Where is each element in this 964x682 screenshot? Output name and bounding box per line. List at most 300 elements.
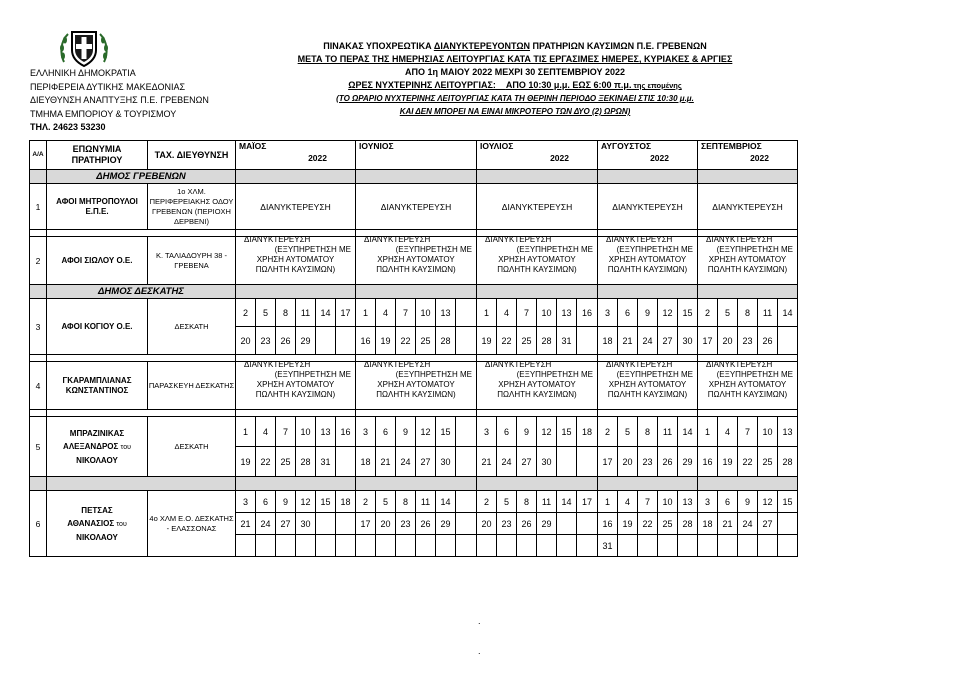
- day-cell: 11: [658, 417, 678, 447]
- day-cell: 30: [537, 447, 557, 477]
- overnight-cell: ΔΙΑΝΥΚΤΕΡΕΥΣΗ: [598, 184, 698, 230]
- auto-line: ΔΙΑΝΥΚΤΕΡΕΥΣΗ: [244, 361, 311, 369]
- footer-dot: .: [478, 616, 481, 626]
- row-number: 3: [30, 299, 47, 355]
- day-cell: [477, 535, 497, 557]
- gray-cell: [30, 477, 47, 491]
- spacer-cell: [356, 410, 477, 417]
- spacer-cell: [598, 355, 698, 362]
- day-cell: 10: [296, 417, 316, 447]
- day-cell: 26: [517, 513, 537, 535]
- day-cell: 14: [557, 491, 577, 513]
- day-cell: 16: [598, 513, 618, 535]
- station-address: ΔΕΣΚΑΤΗ: [148, 417, 236, 477]
- day-cell: 25: [517, 327, 537, 355]
- day-cell: 14: [316, 299, 336, 327]
- day-cell: 28: [778, 447, 798, 477]
- day-cell: 28: [537, 327, 557, 355]
- auto-line: ΠΩΛΗΤΗ ΚΑΥΣΙΜΩΝ): [255, 265, 336, 274]
- day-cell: 9: [276, 491, 296, 513]
- day-cell: 18: [356, 447, 376, 477]
- auto-line: ΠΩΛΗΤΗ ΚΑΥΣΙΜΩΝ): [376, 265, 456, 274]
- municipality-label: ΔΗΜΟΣ ΓΡΕΒΕΝΩΝ: [47, 170, 236, 184]
- day-cell: 9: [517, 417, 537, 447]
- day-cell: [296, 535, 316, 557]
- day-cell: 12: [416, 417, 436, 447]
- day-cell: 3: [598, 299, 618, 327]
- day-cell: 6: [256, 491, 276, 513]
- day-cell: 23: [256, 327, 276, 355]
- title-line-2: ΜΕΤΑ ΤΟ ΠΕΡΑΣ ΤΗΣ ΗΜΕΡΗΣΙΑΣ ΛΕΙΤΟΥΡΓΙΑΣ ΚΑΤΑ ΤΙΣ ΕΡΓΑΣΙΜΕΣ ΗΜΕΡΕΣ, ΚΥΡΙΑΚΕΣ & ΑΡΓΙΕΣ: [297, 54, 733, 64]
- header-month: [477, 141, 598, 170]
- spacer-row: [30, 410, 798, 417]
- gray-cell: [30, 285, 47, 299]
- day-cell: [718, 535, 738, 557]
- day-cell: 12: [537, 417, 557, 447]
- overnight-auto-cell: [598, 362, 698, 410]
- day-cell: 7: [396, 299, 416, 327]
- auto-line: ΔΙΑΝΥΚΤΕΡΕΥΣΗ: [606, 361, 673, 369]
- overnight-cell: ΔΙΑΝΥΚΤΕΡΕΥΣΗ: [477, 184, 598, 230]
- auto-line: ΠΩΛΗΤΗ ΚΑΥΣΙΜΩΝ): [607, 265, 688, 274]
- spacer-cell: [598, 410, 698, 417]
- day-cell: 22: [256, 447, 276, 477]
- day-cell: 29: [678, 447, 698, 477]
- auto-line: ΔΙΑΝΥΚΤΕΡΕΥΣΗ: [364, 361, 431, 369]
- gray-cell: [477, 285, 598, 299]
- day-cell: [778, 327, 798, 355]
- day-cell: 4: [718, 417, 738, 447]
- day-cell: 15: [436, 417, 456, 447]
- auto-line: ΠΩΛΗΤΗ ΚΑΥΣΙΜΩΝ): [497, 390, 577, 399]
- spacer-cell: [477, 410, 598, 417]
- day-cell: 25: [416, 327, 436, 355]
- day-cell: 31: [316, 447, 336, 477]
- day-cell: 4: [618, 491, 638, 513]
- spacer-cell: [236, 355, 356, 362]
- org-line: ΕΛΛΗΝΙΚΗ ΔΗΜΟΚΡΑΤΙΑ: [30, 68, 136, 78]
- day-cell: 25: [758, 447, 778, 477]
- gray-cell: [698, 285, 798, 299]
- header-address: ΤΑΧ. ΔΙΕΥΘΥΝΣΗ: [148, 141, 236, 170]
- day-cell: 11: [537, 491, 557, 513]
- day-cell: [416, 535, 436, 557]
- day-cell: [336, 447, 356, 477]
- overnight-auto-cell: [356, 237, 477, 285]
- station-address: 4ο ΧΛΜ Ε.Ο. ΔΕΣΚΑΤΗΣ - ΕΛΑΣΣΟΝΑΣ: [148, 491, 236, 557]
- station-address: 1ο ΧΛΜ. ΠΕΡΙΦΕΡΕΙΑΚΗΣ ΟΔΟΥ ΓΡΕΒΕΝΩΝ (ΠΕΡΙΟΧΗ ΔΕΡΒΕΝΙ): [148, 184, 236, 230]
- spacer-row: [30, 230, 798, 237]
- title-part: ΠΡΑΤΗΡΙΩΝ ΚΑΥΣΙΜΩΝ Π.Ε. ΓΡΕΒΕΝΩΝ: [530, 41, 707, 51]
- day-cell: 19: [477, 327, 497, 355]
- auto-line: ΔΙΑΝΥΚΤΕΡΕΥΣΗ: [706, 236, 773, 244]
- spacer-cell: [477, 230, 598, 237]
- day-cell: 5: [256, 299, 276, 327]
- day-cell: 12: [758, 491, 778, 513]
- auto-line: ΧΡΗΣΗ ΑΥΤΟΜΑΤΟΥ: [377, 380, 455, 389]
- day-cell: 2: [236, 299, 256, 327]
- auto-line: ΧΡΗΣΗ ΑΥΤΟΜΑΤΟΥ: [256, 255, 335, 264]
- municipality-row: [30, 285, 798, 299]
- spacer-cell: [47, 410, 236, 417]
- gray-cell: [236, 477, 356, 491]
- day-cell: 8: [517, 491, 537, 513]
- day-cell: 7: [738, 417, 758, 447]
- day-cell: 3: [698, 491, 718, 513]
- day-cell: 25: [276, 447, 296, 477]
- spacer-cell: [356, 230, 477, 237]
- day-cell: 16: [356, 327, 376, 355]
- header-month: [598, 141, 698, 170]
- day-cell: [236, 535, 256, 557]
- day-cell: 6: [618, 299, 638, 327]
- station-address: ΔΕΣΚΑΤΗ: [148, 299, 236, 355]
- day-cell: 21: [618, 327, 638, 355]
- day-cell: 13: [778, 417, 798, 447]
- day-cell: 22: [638, 513, 658, 535]
- spacer-cell: [236, 410, 356, 417]
- day-cell: 9: [638, 299, 658, 327]
- day-cell: 20: [718, 327, 738, 355]
- station-name-line: [47, 517, 147, 531]
- overnight-auto-cell: [698, 237, 798, 285]
- auto-line: ΠΩΛΗΤΗ ΚΑΥΣΙΜΩΝ): [497, 265, 577, 274]
- overnight-cell: ΔΙΑΝΥΚΤΕΡΕΥΣΗ: [236, 184, 356, 230]
- gray-cell: [698, 170, 798, 184]
- greek-emblem-icon: [58, 28, 110, 68]
- day-cell: 19: [376, 327, 396, 355]
- day-cell: [456, 299, 477, 327]
- station-name: ΓΚΑΡΑΜΠΛΙΑΝΑΣ ΚΩΝΣΤΑΝΤΙΝΟΣ: [47, 362, 148, 410]
- station-name: ΑΦΟΙ ΚΟΓΙΟΥ Ο.Ε.: [47, 299, 148, 355]
- row-number: 6: [30, 491, 47, 557]
- title-note-1: (ΤΟ ΩΡΑΡΙΟ ΝΥΧΤΕΡΙΝΗΣ ΛΕΙΤΟΥΡΓΙΑΣ ΚΑΤΑ ΤΗ ΘΕΡΙΝΗ ΠΕΡΙΟΔΟ ΞΕΚΙΝΑΕΙ ΣΤΙΣ 10:30 μ.μ.: [336, 94, 694, 103]
- day-cell: [456, 513, 477, 535]
- org-line: ΔΙΕΥΘΥΝΣΗ ΑΝΑΠΤΥΞΗΣ Π.Ε. ΓΡΕΒΕΝΩΝ: [30, 95, 209, 105]
- day-cell: 3: [356, 417, 376, 447]
- phone-number: ΤΗΛ. 24623 53230: [30, 122, 106, 132]
- day-cell: [456, 491, 477, 513]
- gray-cell: [356, 477, 477, 491]
- station-name-tou: του: [116, 520, 127, 528]
- day-cell: 1: [477, 299, 497, 327]
- gray-cell: [356, 170, 477, 184]
- station-row: [30, 362, 798, 410]
- auto-line: (ΕΞΥΠΗΡΕΤΗΣΗ ΜΕ: [516, 370, 593, 379]
- day-cell: 4: [376, 299, 396, 327]
- day-cell: 9: [396, 417, 416, 447]
- day-cell: 16: [577, 299, 598, 327]
- day-cell: [557, 447, 577, 477]
- day-cell: [256, 535, 276, 557]
- document-title: [255, 40, 775, 118]
- day-cell: 2: [598, 417, 618, 447]
- month-name: ΑΥΓΟΥΣΤΟΣ: [601, 141, 652, 151]
- auto-line: ΠΩΛΗΤΗ ΚΑΥΣΙΜΩΝ): [607, 390, 688, 399]
- spacer-cell: [47, 355, 236, 362]
- spacer-cell: [30, 355, 47, 362]
- auto-line: ΠΩΛΗΤΗ ΚΑΥΣΙΜΩΝ): [376, 390, 456, 399]
- day-cell: [678, 535, 698, 557]
- day-cell: 5: [376, 491, 396, 513]
- day-cell: 19: [618, 513, 638, 535]
- day-cell: [316, 327, 336, 355]
- day-cell: 27: [276, 513, 296, 535]
- day-cell: 19: [718, 447, 738, 477]
- gray-cell: [477, 477, 598, 491]
- day-cell: 11: [758, 299, 778, 327]
- day-cell: 6: [497, 417, 517, 447]
- day-cell: 6: [718, 491, 738, 513]
- day-cell: 10: [758, 417, 778, 447]
- day-cell: [396, 535, 416, 557]
- spacer-cell: [236, 230, 356, 237]
- day-cell: 7: [517, 299, 537, 327]
- day-cell: 31: [598, 535, 618, 557]
- day-cell: 22: [738, 447, 758, 477]
- day-cell: 11: [296, 299, 316, 327]
- auto-line: ΧΡΗΣΗ ΑΥΤΟΜΑΤΟΥ: [608, 255, 687, 264]
- day-cell: 28: [436, 327, 456, 355]
- day-cell: 28: [296, 447, 316, 477]
- auto-line: ΔΙΑΝΥΚΤΕΡΕΥΣΗ: [606, 236, 673, 244]
- day-cell: 8: [738, 299, 758, 327]
- row-number: 1: [30, 184, 47, 230]
- spacer-cell: [356, 355, 477, 362]
- day-cell: 10: [658, 491, 678, 513]
- auto-line: ΧΡΗΣΗ ΑΥΤΟΜΑΤΟΥ: [708, 255, 787, 264]
- day-cell: [537, 535, 557, 557]
- day-cell: 16: [336, 417, 356, 447]
- gray-cell: [236, 285, 356, 299]
- station-row: [30, 237, 798, 285]
- day-cell: 29: [296, 327, 316, 355]
- day-cell: 15: [678, 299, 698, 327]
- station-row: [30, 299, 798, 327]
- day-cell: 30: [678, 327, 698, 355]
- day-cell: [658, 535, 678, 557]
- month-name: ΜΑΪΟΣ: [239, 141, 267, 151]
- month-name: ΣΕΠΤΕΜΒΡΙΟΣ: [701, 141, 762, 151]
- day-cell: 6: [376, 417, 396, 447]
- day-cell: [778, 535, 798, 557]
- day-cell: 23: [638, 447, 658, 477]
- day-cell: [778, 513, 798, 535]
- day-cell: 18: [698, 513, 718, 535]
- day-cell: 2: [477, 491, 497, 513]
- day-cell: 24: [396, 447, 416, 477]
- month-year: 2022: [550, 153, 569, 163]
- night-hours-time: ΑΠΟ 10:30 μ.μ. ΕΩΣ 6:00 π.μ.: [505, 80, 632, 90]
- day-cell: 4: [256, 417, 276, 447]
- gray-cell: [236, 170, 356, 184]
- day-cell: 3: [477, 417, 497, 447]
- day-cell: 13: [678, 491, 698, 513]
- header-month: [236, 141, 356, 170]
- auto-line: (ΕΞΥΠΗΡΕΤΗΣΗ ΜΕ: [274, 370, 351, 379]
- gray-cell: [598, 285, 698, 299]
- auto-line: ΧΡΗΣΗ ΑΥΤΟΜΑΤΟΥ: [608, 380, 687, 389]
- day-cell: [557, 535, 577, 557]
- day-cell: [698, 535, 718, 557]
- row-number: 4: [30, 362, 47, 410]
- station-address: Κ. ΤΑΛΙΑΔΟΥΡΗ 38 - ΓΡΕΒΕΝΑ: [148, 237, 236, 285]
- gray-cell: [598, 170, 698, 184]
- day-cell: 3: [236, 491, 256, 513]
- day-cell: [336, 327, 356, 355]
- row-number: 2: [30, 237, 47, 285]
- day-cell: [336, 513, 356, 535]
- auto-line: (ΕΞΥΠΗΡΕΤΗΣΗ ΜΕ: [616, 245, 693, 254]
- day-cell: 27: [416, 447, 436, 477]
- day-cell: 24: [638, 327, 658, 355]
- day-cell: 17: [577, 491, 598, 513]
- title-part-underlined: ΔΙΑΝΥΚΤΕΡΕΥΟΝΤΩΝ: [433, 41, 531, 51]
- auto-line: ΠΩΛΗΤΗ ΚΑΥΣΙΜΩΝ): [255, 390, 336, 399]
- auto-line: (ΕΞΥΠΗΡΕΤΗΣΗ ΜΕ: [716, 245, 793, 254]
- auto-line: ΧΡΗΣΗ ΑΥΤΟΜΑΤΟΥ: [256, 380, 335, 389]
- day-cell: 1: [236, 417, 256, 447]
- month-name: ΙΟΥΛΙΟΣ: [480, 141, 514, 151]
- day-cell: 27: [658, 327, 678, 355]
- header-row: [30, 141, 798, 170]
- day-cell: [577, 447, 598, 477]
- day-cell: 12: [296, 491, 316, 513]
- day-cell: 20: [376, 513, 396, 535]
- municipality-row: [30, 477, 798, 491]
- auto-line: (ΕΞΥΠΗΡΕΤΗΣΗ ΜΕ: [516, 245, 593, 254]
- day-cell: 13: [316, 417, 336, 447]
- day-cell: 5: [618, 417, 638, 447]
- spacer-cell: [30, 230, 47, 237]
- day-cell: 17: [336, 299, 356, 327]
- day-cell: 29: [537, 513, 557, 535]
- station-row: [30, 417, 798, 447]
- day-cell: 14: [436, 491, 456, 513]
- spacer-cell: [477, 355, 598, 362]
- day-cell: 20: [618, 447, 638, 477]
- spacer-cell: [30, 410, 47, 417]
- spacer-cell: [47, 230, 236, 237]
- auto-line: ΧΡΗΣΗ ΑΥΤΟΜΑΤΟΥ: [708, 380, 787, 389]
- auto-line: (ΕΞΥΠΗΡΕΤΗΣΗ ΜΕ: [395, 370, 472, 379]
- day-cell: 19: [236, 447, 256, 477]
- day-cell: [618, 535, 638, 557]
- gray-cell: [477, 170, 598, 184]
- station-name-part: ΑΛΕΞΑΝΔΡΟΣ: [63, 441, 119, 451]
- spacer-cell: [698, 230, 798, 237]
- month-name: ΙΟΥΝΙΟΣ: [359, 141, 394, 151]
- day-cell: 24: [256, 513, 276, 535]
- day-cell: 26: [758, 327, 778, 355]
- day-cell: 25: [658, 513, 678, 535]
- day-cell: 8: [276, 299, 296, 327]
- auto-line: ΔΙΑΝΥΚΤΕΡΕΥΣΗ: [706, 361, 773, 369]
- station-name: [47, 491, 148, 557]
- day-cell: [336, 535, 356, 557]
- day-cell: [497, 535, 517, 557]
- spacer-cell: [698, 355, 798, 362]
- day-cell: [456, 447, 477, 477]
- day-cell: 21: [477, 447, 497, 477]
- day-cell: 12: [658, 299, 678, 327]
- auto-line: (ΕΞΥΠΗΡΕΤΗΣΗ ΜΕ: [616, 370, 693, 379]
- day-cell: 20: [477, 513, 497, 535]
- station-name-part: ΑΘΑΝΑΣΙΟΣ: [67, 518, 115, 528]
- day-cell: [638, 535, 658, 557]
- day-cell: 11: [416, 491, 436, 513]
- day-cell: 9: [738, 491, 758, 513]
- day-cell: 26: [416, 513, 436, 535]
- auto-line: ΔΙΑΝΥΚΤΕΡΕΥΣΗ: [485, 236, 552, 244]
- row-number: 5: [30, 417, 47, 477]
- auto-line: ΔΙΑΝΥΚΤΕΡΕΥΣΗ: [244, 236, 311, 244]
- day-cell: [276, 535, 296, 557]
- day-cell: 21: [718, 513, 738, 535]
- day-cell: 23: [396, 513, 416, 535]
- day-cell: 16: [698, 447, 718, 477]
- day-cell: 1: [356, 299, 376, 327]
- auto-line: ΔΙΑΝΥΚΤΕΡΕΥΣΗ: [364, 236, 431, 244]
- header-month: [698, 141, 798, 170]
- header-name: ΕΠΩΝΥΜΙΑ ΠΡΑΤΗΡΙΟΥ: [47, 141, 148, 170]
- day-cell: 17: [356, 513, 376, 535]
- overnight-cell: ΔΙΑΝΥΚΤΕΡΕΥΣΗ: [698, 184, 798, 230]
- day-cell: 24: [738, 513, 758, 535]
- day-cell: 2: [356, 491, 376, 513]
- auto-line: ΧΡΗΣΗ ΑΥΤΟΜΑΤΟΥ: [377, 255, 455, 264]
- day-cell: 10: [416, 299, 436, 327]
- day-cell: [557, 513, 577, 535]
- auto-line: ΠΩΛΗΤΗ ΚΑΥΣΙΜΩΝ): [707, 390, 788, 399]
- spacer-cell: [598, 230, 698, 237]
- day-cell: [356, 535, 376, 557]
- day-cell: 1: [698, 417, 718, 447]
- day-cell: 10: [537, 299, 557, 327]
- municipality-label: [47, 477, 236, 491]
- day-cell: 22: [497, 327, 517, 355]
- month-year: 2022: [750, 153, 769, 163]
- overnight-auto-cell: [477, 362, 598, 410]
- month-year: 2022: [308, 153, 327, 163]
- day-cell: 30: [296, 513, 316, 535]
- gray-cell: [356, 285, 477, 299]
- day-cell: [316, 535, 336, 557]
- day-cell: [376, 535, 396, 557]
- day-cell: [758, 535, 778, 557]
- station-name-tou: του: [120, 443, 131, 451]
- station-name: [47, 417, 148, 477]
- day-cell: 18: [598, 327, 618, 355]
- organization-block: [30, 67, 209, 135]
- day-cell: 26: [658, 447, 678, 477]
- day-cell: [456, 327, 477, 355]
- gray-cell: [698, 477, 798, 491]
- station-address: ΠΑΡΑΣΚΕΥΗ ΔΕΣΚΑΤΗΣ: [148, 362, 236, 410]
- day-cell: [517, 535, 537, 557]
- day-cell: 31: [557, 327, 577, 355]
- station-name-line: ΝΙΚΟΛΑΟΥ: [76, 532, 118, 542]
- title-line-3: ΑΠΟ 1η ΜΑΙΟΥ 2022 ΜΕΧΡΙ 30 ΣΕΠΤΕΜΒΡΙΟΥ 2022: [405, 67, 625, 77]
- org-line: ΤΜΗΜΑ ΕΜΠΟΡΙΟΥ & ΤΟΥΡΙΣΜΟΥ: [30, 108, 177, 119]
- spacer-cell: [698, 410, 798, 417]
- day-cell: 17: [698, 327, 718, 355]
- day-cell: 21: [236, 513, 256, 535]
- day-cell: [436, 535, 456, 557]
- overnight-auto-cell: [236, 237, 356, 285]
- day-cell: 26: [276, 327, 296, 355]
- day-cell: 18: [336, 491, 356, 513]
